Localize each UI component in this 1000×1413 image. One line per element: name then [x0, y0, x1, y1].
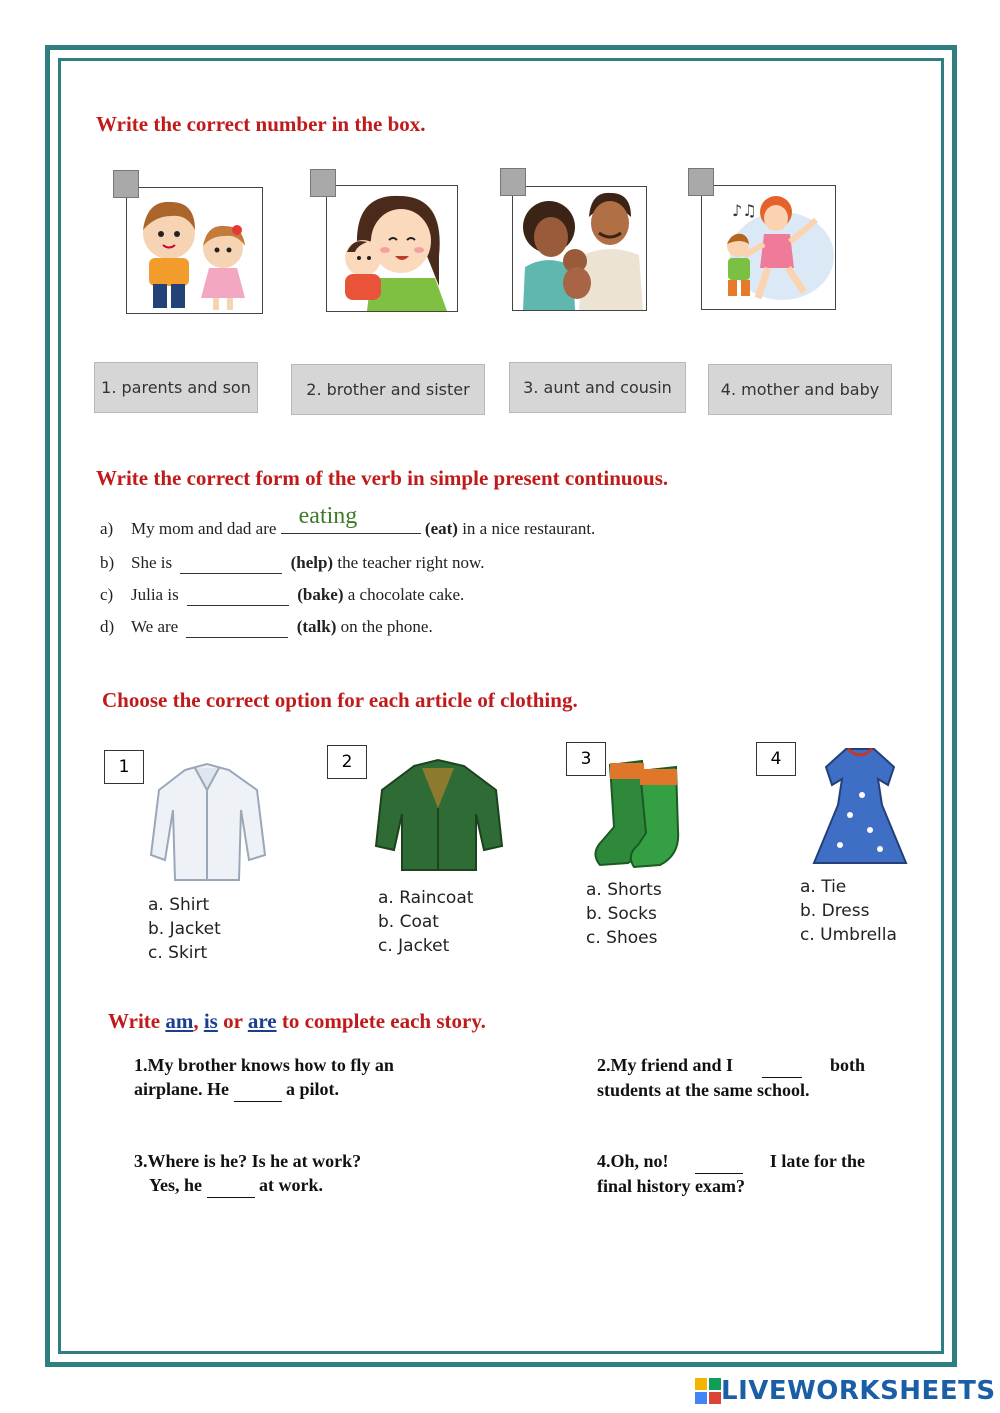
- item-text: She is: [131, 553, 173, 572]
- clothing-number-4: 4: [756, 742, 796, 776]
- story-blank-1[interactable]: [234, 1077, 282, 1102]
- picture-mother-son: [701, 185, 836, 310]
- option-b[interactable]: b. Jacket: [148, 919, 221, 939]
- answer-box-1[interactable]: [113, 170, 139, 198]
- story-1: [134, 1053, 394, 1102]
- item-label: b): [100, 553, 115, 572]
- verb-item-b: [100, 553, 484, 574]
- item-text: in a nice restaurant.: [462, 519, 596, 538]
- story-line: 3.Where is he? Is he at work?: [134, 1151, 362, 1171]
- story-text: both: [829, 1055, 865, 1075]
- answer-field-c[interactable]: [187, 585, 289, 606]
- story-text: 4.Oh, no!: [597, 1151, 669, 1171]
- heading-text: Write: [108, 1009, 161, 1033]
- option-a[interactable]: a. Tie: [800, 877, 847, 897]
- answer-field-a[interactable]: [281, 503, 421, 534]
- option-b[interactable]: b. Dress: [800, 901, 870, 921]
- clothing-options-3: [586, 878, 662, 950]
- liveworksheets-icon: [695, 1378, 721, 1404]
- section3-heading: Choose the correct option for each article of clothing.: [102, 688, 578, 712]
- jacket-image: [372, 758, 507, 878]
- answer-field-b[interactable]: [180, 553, 282, 574]
- brother-sister-illustration: [127, 188, 262, 313]
- picture-brother-sister: [126, 187, 263, 314]
- item-text: My mom and dad are: [131, 519, 277, 538]
- option-b[interactable]: b. Coat: [378, 912, 439, 932]
- option-c[interactable]: c. Umbrella: [800, 925, 897, 945]
- item-label: d): [100, 617, 115, 636]
- answer-box-3[interactable]: [500, 168, 526, 196]
- brand-name: LIVEWORKSHEETS: [721, 1376, 996, 1406]
- heading-comma: ,: [193, 1009, 199, 1033]
- item-verb: (bake): [297, 585, 344, 604]
- story-blank-3[interactable]: [207, 1173, 255, 1198]
- mother-baby-illustration: [327, 186, 457, 311]
- story-text: 2.My friend and I: [597, 1055, 734, 1075]
- clothing-number-3: 3: [566, 742, 606, 776]
- heading-text: to complete each story.: [281, 1009, 486, 1033]
- verb-item-a: [100, 503, 596, 539]
- story-2: [597, 1053, 865, 1102]
- item-text: We are: [131, 617, 179, 636]
- item-verb: (talk): [296, 617, 337, 636]
- story-text: airplane. He: [134, 1079, 229, 1099]
- story-line: final history exam?: [597, 1176, 745, 1196]
- clothing-number-1: 1: [104, 750, 144, 784]
- dress-image: [810, 745, 910, 870]
- shirt-image: [145, 760, 270, 885]
- verb-item-c: [100, 585, 464, 606]
- section1-heading: Write the correct number in the box.: [96, 112, 426, 136]
- story-line: 1.My brother knows how to fly an: [134, 1055, 394, 1075]
- story-text: Yes, he: [149, 1175, 202, 1195]
- parents-son-illustration: [513, 187, 646, 310]
- option-a[interactable]: a. Raincoat: [378, 888, 474, 908]
- option-1[interactable]: 1. parents and son: [94, 362, 258, 413]
- option-2[interactable]: 2. brother and sister: [291, 364, 485, 415]
- item-verb: (eat): [424, 519, 458, 538]
- item-verb: (help): [290, 553, 334, 572]
- answer-value: eating: [298, 503, 358, 529]
- story-text: at work.: [259, 1175, 323, 1195]
- story-4: [597, 1149, 865, 1198]
- option-a[interactable]: a. Shorts: [586, 880, 662, 900]
- picture-mother-baby: [326, 185, 458, 312]
- clothing-number-2: 2: [327, 745, 367, 779]
- item-label: c): [100, 585, 114, 604]
- heading-text: or: [223, 1009, 243, 1033]
- keyword-are: are: [247, 1009, 277, 1033]
- item-text: the teacher right now.: [337, 553, 485, 572]
- keyword-is: is: [203, 1009, 218, 1033]
- item-text: Julia is: [131, 585, 179, 604]
- clothing-options-1: [148, 893, 221, 965]
- item-text: a chocolate cake.: [347, 585, 465, 604]
- option-b[interactable]: b. Socks: [586, 904, 657, 924]
- verb-item-d: [100, 617, 433, 638]
- answer-field-d[interactable]: [186, 617, 288, 638]
- story-text: a pilot.: [286, 1079, 340, 1099]
- clothing-options-4: [800, 875, 897, 947]
- section2-heading: Write the correct form of the verb in simple present continuous.: [96, 466, 669, 490]
- story-blank-2[interactable]: [762, 1053, 802, 1078]
- item-label: a): [100, 519, 114, 538]
- story-3: [134, 1149, 361, 1198]
- answer-box-2[interactable]: [310, 169, 336, 197]
- story-line: students at the same school.: [597, 1080, 810, 1100]
- story-text: I late for the: [769, 1151, 865, 1171]
- mother-son-illustration: [702, 186, 835, 309]
- option-c[interactable]: c. Shoes: [586, 928, 658, 948]
- option-c[interactable]: c. Skirt: [148, 943, 208, 963]
- option-a[interactable]: a. Shirt: [148, 895, 210, 915]
- item-text: on the phone.: [340, 617, 433, 636]
- socks-image: [590, 755, 690, 873]
- option-4[interactable]: 4. mother and baby: [708, 364, 892, 415]
- option-3[interactable]: 3. aunt and cousin: [509, 362, 686, 413]
- keyword-am: am: [165, 1009, 194, 1033]
- liveworksheets-logo: [695, 1376, 996, 1406]
- picture-parents-son: [512, 186, 647, 311]
- story-blank-4[interactable]: [695, 1149, 743, 1174]
- section4-heading: [108, 1009, 486, 1034]
- answer-box-4[interactable]: [688, 168, 714, 196]
- svg-text:♪♫: ♪♫: [732, 201, 757, 220]
- option-c[interactable]: c. Jacket: [378, 936, 450, 956]
- clothing-options-2: [378, 886, 473, 958]
